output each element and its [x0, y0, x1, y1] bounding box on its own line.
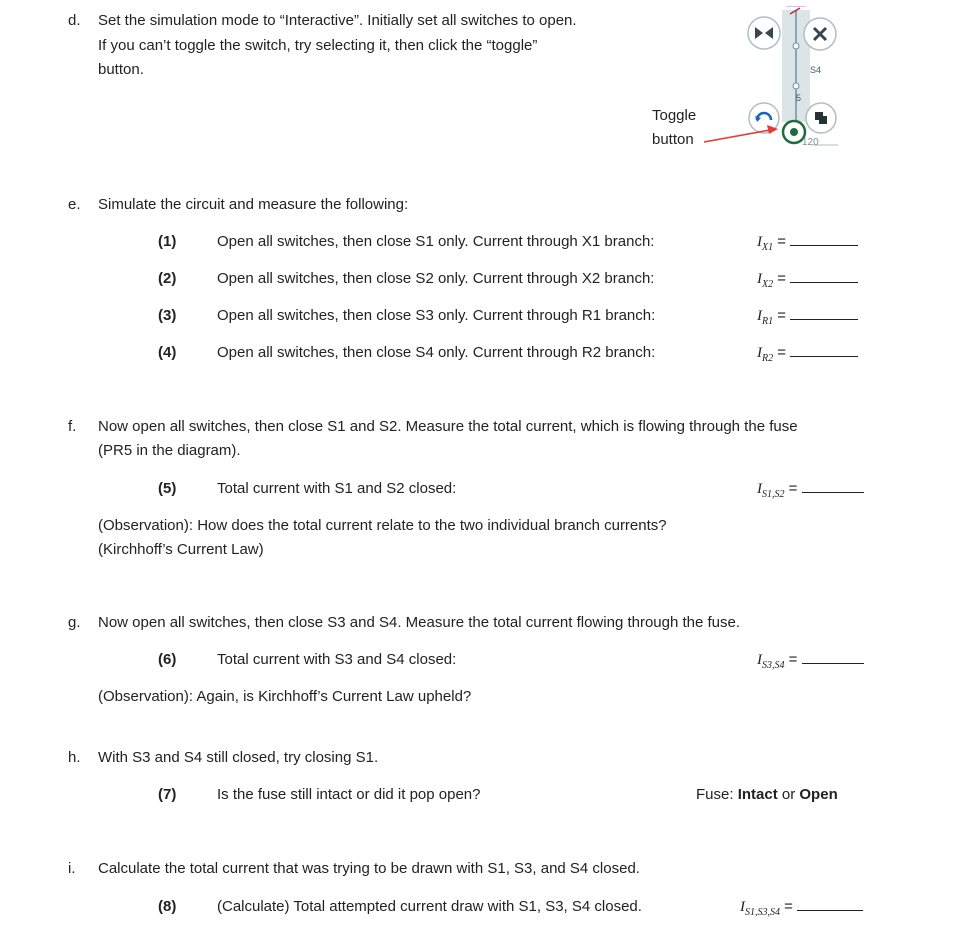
answer-line — [757, 233, 858, 253]
section-f-letter: f. — [68, 418, 77, 435]
current-variable: I — [757, 481, 762, 497]
equals-sign: = — [777, 344, 787, 361]
item-text: Open all switches, then close S2 only. Current through X2 branch: — [217, 270, 655, 287]
section-e-letter: e. — [68, 196, 81, 213]
section-d-line-3: button. — [98, 61, 144, 78]
item-number: (1) — [158, 233, 177, 250]
pointer-arrow — [700, 120, 788, 150]
current-variable: I — [757, 652, 762, 668]
current-variable: I — [757, 308, 762, 324]
item-number: (4) — [158, 344, 177, 361]
item-text: Total current with S1 and S2 closed: — [217, 480, 457, 497]
answer-blank[interactable] — [790, 307, 858, 320]
option-intact[interactable]: Intact — [737, 786, 778, 803]
equals-sign: = — [788, 651, 798, 668]
item-number: (3) — [158, 307, 177, 324]
section-d-line-2: If you can’t toggle the switch, try selecting it, then click the “toggle” — [98, 37, 538, 54]
section-h-line-1: With S3 and S4 still closed, try closing S1. — [98, 749, 379, 766]
item-number: (8) — [158, 898, 177, 915]
section-g-line-1: Now open all switches, then close S3 and S4. Measure the total current flowing through the fuse. — [98, 614, 741, 631]
answer-blank[interactable] — [790, 233, 858, 246]
observation-hint: (Kirchhoff’s Current Law) — [98, 541, 264, 558]
item-number: (5) — [158, 480, 177, 497]
node-label: 5 — [796, 93, 802, 103]
item-text: (Calculate) Total attempted current draw with S1, S3, S4 closed. — [217, 898, 642, 915]
item-text: Is the fuse still intact or did it pop open? — [217, 786, 481, 803]
current-subscript: R2 — [762, 353, 774, 364]
equals-sign: = — [777, 307, 787, 324]
answer-line — [740, 898, 863, 918]
switch-terminal-bottom — [793, 83, 799, 89]
current-subscript: S3,S4 — [762, 660, 785, 671]
close-button[interactable] — [804, 18, 836, 50]
equals-sign: = — [788, 480, 798, 497]
toggle-label-line-2: button — [652, 131, 694, 148]
answer-line — [757, 651, 864, 671]
section-g-letter: g. — [68, 614, 81, 631]
answer-blank[interactable] — [790, 344, 858, 357]
current-subscript: S1,S3,S4 — [745, 907, 780, 918]
fuse-answer — [696, 786, 838, 803]
answer-line — [757, 270, 858, 290]
answer-blank[interactable] — [802, 480, 864, 493]
section-d-line-1: Set the simulation mode to “Interactive”. Initially set all switches to open. — [98, 12, 577, 29]
observation-kcl: (Observation): Again, is Kirchhoff’s Current Law upheld? — [98, 688, 472, 705]
switch-label: S4 — [810, 65, 822, 75]
fuse-label: Fuse: — [696, 786, 734, 803]
current-variable: I — [757, 234, 762, 250]
item-text: Open all switches, then close S1 only. Current through X1 branch: — [217, 233, 655, 250]
option-open[interactable]: Open — [799, 786, 838, 803]
step-button[interactable] — [748, 17, 780, 49]
switch-terminal-top — [793, 43, 799, 49]
item-text: Total current with S3 and S4 closed: — [217, 651, 457, 668]
current-subscript: X2 — [762, 279, 774, 290]
equals-sign: = — [777, 233, 787, 250]
current-subscript: X1 — [762, 242, 774, 253]
current-variable: I — [757, 345, 762, 361]
copy-button[interactable] — [806, 103, 836, 133]
wire-label: 120 — [802, 137, 819, 148]
answer-blank[interactable] — [802, 651, 864, 664]
or-word: or — [781, 786, 796, 803]
item-text: Open all switches, then close S3 only. Current through R1 branch: — [217, 307, 656, 324]
answer-line — [757, 480, 864, 500]
answer-line — [757, 344, 858, 364]
current-subscript: S1,S2 — [762, 489, 785, 500]
item-number: (2) — [158, 270, 177, 287]
section-f-line-2: (PR5 in the diagram). — [98, 442, 241, 459]
item-number: (7) — [158, 786, 177, 803]
current-variable: I — [757, 271, 762, 287]
toggle-label-line-1: Toggle — [652, 107, 697, 124]
item-number: (6) — [158, 651, 177, 668]
item-text: Open all switches, then close S4 only. Current through R2 branch: — [217, 344, 656, 361]
current-variable: I — [740, 899, 745, 915]
section-f-line-1: Now open all switches, then close S1 and S2. Measure the total current, which is flowing through the fuse — [98, 418, 798, 435]
answer-blank[interactable] — [797, 898, 863, 911]
section-d-letter: d. — [68, 12, 81, 29]
section-i-line-1: Calculate the total current that was trying to be drawn with S1, S3, and S4 closed. — [98, 860, 640, 877]
section-e-intro: Simulate the circuit and measure the following: — [98, 196, 409, 213]
answer-line — [757, 307, 858, 327]
section-h-letter: h. — [68, 749, 81, 766]
answer-blank[interactable] — [790, 270, 858, 283]
equals-sign: = — [777, 270, 787, 287]
current-subscript: R1 — [762, 316, 774, 327]
section-i-letter: i. — [68, 860, 76, 877]
observation-question: (Observation): How does the total current relate to the two individual branch currents? — [98, 517, 667, 534]
equals-sign: = — [784, 898, 793, 915]
